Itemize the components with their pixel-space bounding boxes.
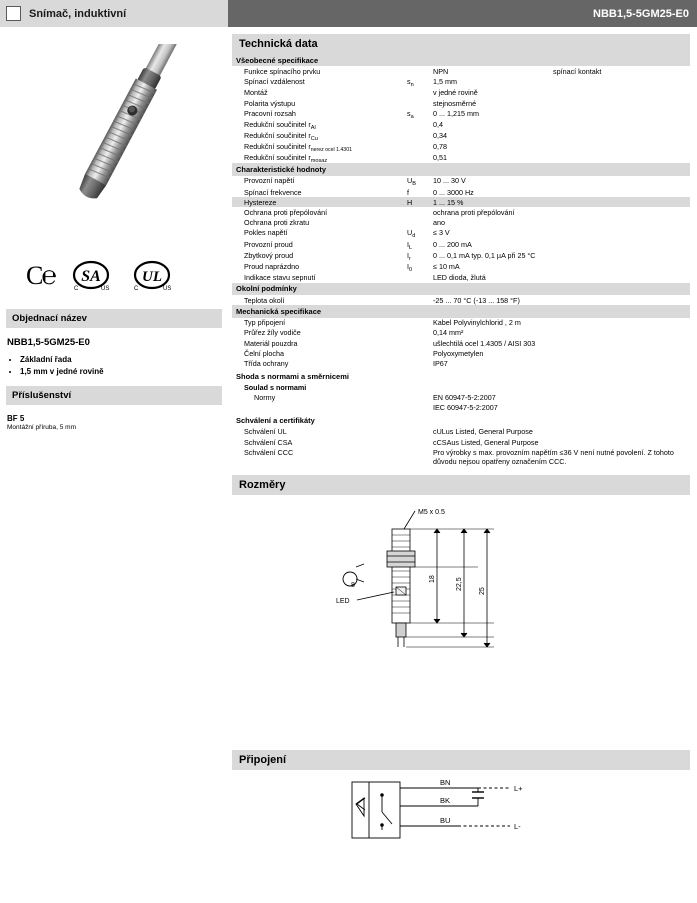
dimension-drawing: [232, 495, 690, 750]
order-section-body: [0, 328, 228, 376]
table-row: Redukční součinitel $r_{Cu}$ 0,34: [244, 131, 447, 143]
accessories-section-body: [0, 405, 228, 431]
svg-text:BN: BN: [440, 778, 451, 788]
table-row: Ochrana proti přepólování ochrana proti přepólování: [244, 208, 515, 217]
table-row: Montáž v jedné rovině: [244, 88, 478, 98]
square-outline-icon: [6, 6, 21, 21]
svg-text:25: 25: [479, 587, 486, 596]
table-row: Indikace stavu sepnutí LED dioda, žlutá: [244, 273, 486, 283]
svg-text:SA: SA: [81, 268, 101, 285]
list-item: • Základní řada: [20, 355, 222, 364]
svg-text:8: 8: [351, 582, 355, 590]
table-group-header: Všeobecné specifikace: [232, 54, 690, 66]
table-row: Polarita výstupu stejnosměrné: [244, 98, 477, 108]
table-group-header: Shoda s normami a směrnicemi: [236, 371, 349, 381]
table-row: Proud naprázdno $I_0$ ≤ 10 mA: [244, 261, 460, 273]
table-row: Materiál pouzdra ušlechtilá ocel 1.4305 / AISI 303: [244, 338, 536, 348]
table-group-header: Charakteristické hodnoty: [232, 163, 690, 175]
table-row: Pokles napětí $U_d$ ≤ 3 V: [244, 228, 450, 240]
page-body: [0, 28, 697, 880]
table-group-header: Mechanická specifikace: [232, 305, 690, 317]
table-row: Zbytkový proud $I_r$ 0 ... 0,1 mA typ. 0,1 µA při 25 °C: [244, 250, 536, 262]
sensor-dimension-svg: [232, 495, 687, 745]
table-row: Typ připojení Kabel Polyvinylchlorid , 2 m: [244, 318, 521, 328]
table-row: Čelní plocha Polyoxymetylen: [244, 348, 484, 358]
certification-logos: [0, 249, 228, 299]
svg-text:UL: UL: [141, 269, 162, 285]
table-row: Schválení CCC Pro výrobky s max. provozním napětím ≤36 V není nutné povolení. Z tohoto důvodu nejsou opatřeny označením CCC.: [244, 447, 674, 466]
svg-text:18: 18: [429, 575, 436, 584]
svg-text:L-: L-: [514, 822, 521, 832]
table-row: Schválení CSA cCSAus Listed, General Purpose: [244, 437, 539, 447]
svg-text:M5 x 0.5: M5 x 0.5: [418, 509, 445, 517]
product-photo: [0, 34, 228, 249]
svg-text:C: C: [73, 286, 79, 292]
table-group-header: Schválení a certifikáty: [236, 415, 315, 425]
table-row: Redukční součinitel $r_{mosaz}$ 0,51: [244, 152, 447, 164]
table-group-header: Okolní podmínky: [232, 283, 690, 295]
right-column: [228, 28, 697, 880]
svg-text:L+: L+: [514, 784, 523, 794]
svg-text:BU: BU: [440, 816, 451, 826]
table-row: Pracovní rozsah $s_a$ 0 ... 1,215 mm: [244, 108, 479, 120]
svg-text:C: C: [133, 286, 139, 292]
connection-title: Připojení: [232, 750, 690, 770]
table-row: Třída ochrany IP67: [244, 358, 448, 368]
table-row: Redukční součinitel $r_{Al}$ 0,4: [244, 119, 443, 131]
table-row: IEC 60947-5-2:2007: [433, 403, 498, 413]
accessory-name: BF 5: [7, 414, 25, 423]
page-header: [0, 0, 697, 28]
svg-text:US: US: [162, 286, 172, 292]
table-row: Normy EN 60947-5-2:2007: [254, 393, 496, 403]
ul-mark-icon: [131, 259, 177, 293]
table-row: Hystereze H 1 ... 15 %: [232, 197, 690, 207]
technical-data-table: [232, 54, 690, 466]
svg-text:22,5: 22,5: [456, 577, 463, 592]
technical-data-title: Technická data: [232, 34, 690, 54]
dimensions-title: Rozměry: [232, 475, 690, 495]
sensor-illustration: [20, 44, 210, 239]
feature-list: [6, 355, 222, 376]
list-item: • 1,5 mm v jedné rovině: [20, 367, 222, 376]
csa-mark-icon: [71, 259, 115, 293]
accessory-description: Montážní příruba, 5 mm: [7, 424, 76, 431]
svg-text:BK: BK: [440, 796, 451, 806]
left-column: [0, 28, 228, 431]
table-row: Provozní napětí $U_B$ 10 ... 30 V: [244, 176, 466, 188]
table-row: Spínací vzdálenost $s_n$ 1,5 mm: [244, 77, 457, 89]
page-title: Snímač, induktivní: [29, 7, 127, 20]
table-row: Schválení UL cULus Listed, General Purpose: [244, 427, 533, 437]
svg-text:US: US: [100, 286, 110, 292]
table-row: Funkce spínacího prvku NPN spínací kontakt: [244, 66, 602, 76]
wiring-diagram-svg: [232, 770, 672, 870]
part-number-banner: NBB1,5-5GM25-E0: [228, 0, 697, 27]
order-name: NBB1,5-5GM25-E0: [7, 337, 90, 348]
connection-diagram: [232, 770, 690, 880]
table-row: Ochrana proti zkratu ano: [244, 218, 445, 228]
table-row: Spínací frekvence f 0 ... 3000 Hz: [244, 187, 474, 197]
accessories-section-title: Příslušenství: [6, 386, 222, 405]
header-left: [0, 0, 228, 27]
table-row: Teplota okolí -25 ... 70 °C (-13 ... 158 °F): [244, 295, 520, 305]
table-row: Průřez žíly vodiče 0,14 mm²: [244, 328, 464, 338]
svg-text:LED: LED: [336, 598, 350, 606]
table-row: Provozní proud $I_L$ 0 ... 200 mA: [244, 239, 472, 251]
ce-mark-icon: C℮: [26, 261, 55, 290]
order-section-title: Objednací název: [6, 309, 222, 328]
table-row: Redukční součinitel $r_{nerez ocel 1.4301}$ 0,78: [244, 142, 447, 154]
table-row: Soulad s normami: [244, 383, 307, 392]
